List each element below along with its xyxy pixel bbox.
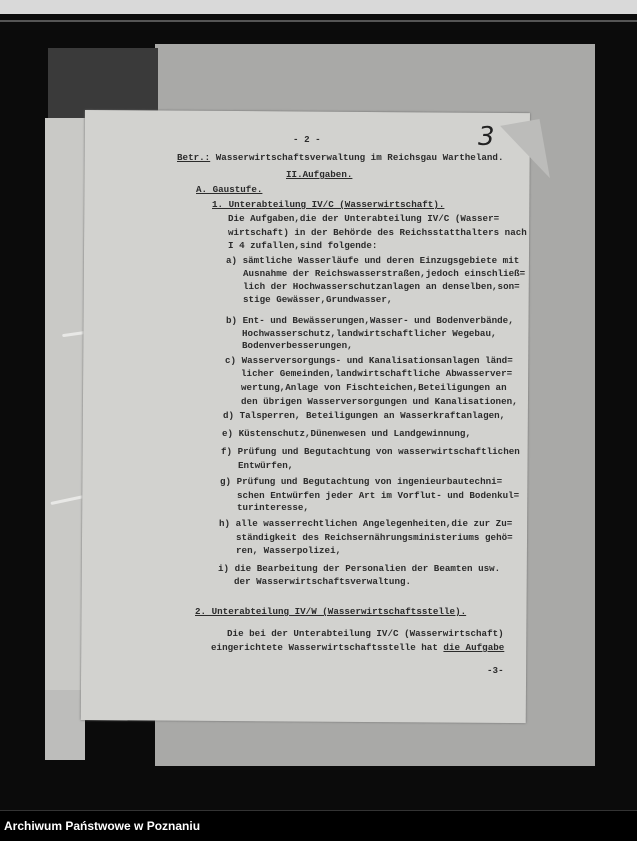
handwritten-page-number: 3 [478,122,495,152]
sub2-text: eingerichtete Wasserwirtschaftsstelle hat [211,642,438,653]
item-line: turinteresse, [237,502,309,513]
item-line: den übrigen Wasserversorgungen und Kanalisationen, [241,396,518,407]
item-line: der Wasserwirtschaftsverwaltung. [234,576,412,587]
sub1-intro-line: Die Aufgaben,die der Unterabteilung IV/C (Wasser= [228,213,500,224]
sub2-title: 2. Unterabteilung IV/W (Wasserwirtschaftsstelle). [195,606,467,617]
item-line: ren, Wasserpolizei, [236,545,342,556]
item-b: b) Ent- und Bewässerungen,Wasser- und Bodenverbände, [226,315,514,326]
top-strip [0,0,637,14]
item-line: Entwürfen, [238,460,294,471]
divider [0,20,637,22]
section-a: A. Gaustufe. [196,184,263,195]
item-line: Hochwasserschutz,landwirtschaftlicher Wegebau, [242,328,497,339]
item-line: wertung,Anlage von Fischteichen,Beteiligungen an [241,382,507,393]
archive-name: Archiwum Państwowe w Poznaniu [4,819,201,833]
item-line: licher Gemeinden,landwirtschaftliche Abwasserver= [241,368,513,379]
sub1-intro-line: wirtschaft) in der Behörde des Reichsstatthalters nach [228,227,527,238]
subject-line [177,152,504,163]
sub1-title: 1. Unterabteilung IV/C (Wasserwirtschaft). [212,199,445,210]
subject: Wasserwirtschaftsverwaltung im Reichsgau Wartheland. [215,152,504,163]
item-f: f) Prüfung und Begutachtung von wasserwirtschaftlichen [221,446,520,457]
sub2-text-line: Die bei der Unterabteilung IV/C (Wasserwirtschaft) [227,628,504,639]
binding-shadow [48,48,158,118]
sub1-intro-line: I 4 zufallen,sind folgende: [228,240,378,251]
folder-edge-bottom [45,690,85,760]
item-line: lich der Hochwasserschutzanlagen an denselben,son= [243,281,520,292]
item-a: a) sämtliche Wasserläufe und deren Einzugsgebiete mit [226,255,520,266]
item-e: e) Küstenschutz,Dünenwesen und Landgewinnung, [222,428,472,439]
page-number-top: - 2 - [293,134,321,145]
item-line: Bodenverbesserungen, [242,340,353,351]
item-g: g) Prüfung und Begutachtung von ingenieurbautechni= [220,476,503,487]
item-line: schen Entwürfen jeder Art im Vorflut- und Bodenkul= [237,490,520,501]
heading: II.Aufgaben. [286,169,353,180]
item-line: Ausnahme der Reichswasserstraßen,jedoch einschließ= [243,268,526,279]
item-c: c) Wasserversorgungs- und Kanalisationsanlagen länd= [225,355,513,366]
item-line: ständigkeit des Reichsernährungsministeriums gehö= [236,532,513,543]
item-h: h) alle wasserrechtlichen Angelegenheiten,die zur Zu= [219,518,513,529]
archive-footer [0,810,637,841]
item-i: i) die Bearbeitung der Personalien der Beamten usw. [218,563,501,574]
sub2-text-line [211,642,504,653]
page-number-bottom: -3- [487,665,504,676]
subject-label: Betr.: [177,152,211,163]
sub2-text-underlined: die Aufgabe [443,642,505,653]
item-d: d) Talsperren, Beteiligungen an Wasserkraftanlagen, [223,410,506,421]
item-line: stige Gewässer,Grundwasser, [243,294,393,305]
